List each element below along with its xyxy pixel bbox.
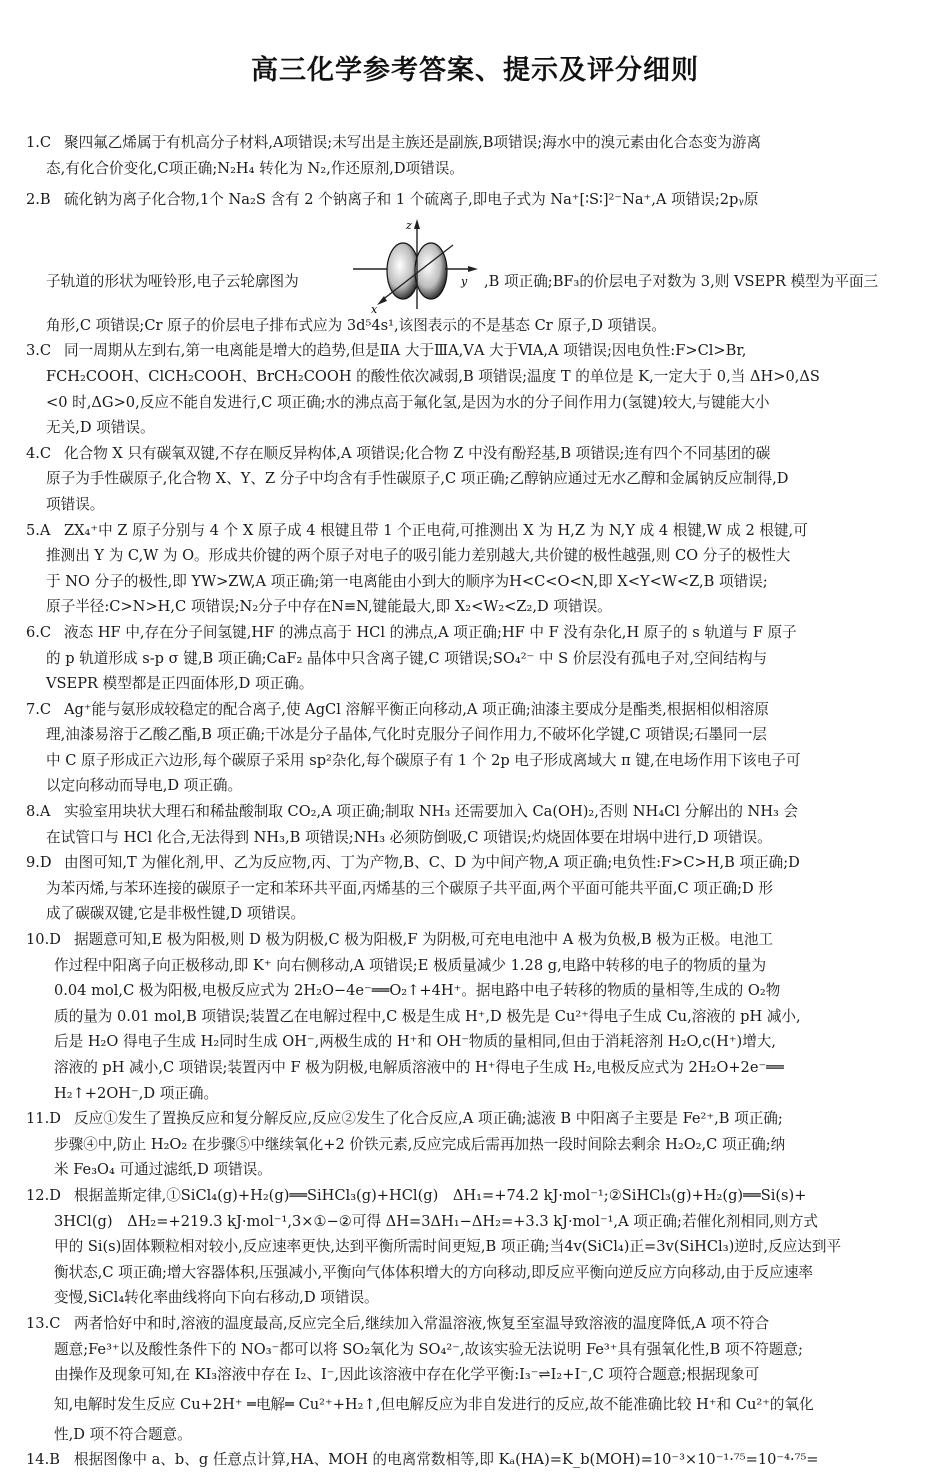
answer-text: 角形,C 项错误;Cr 原子的价层电子排布式应为 3d⁵4s¹,该图表示的不是基态 Cr 原子,D 项错误。 [46,316,666,334]
answer-text: 据题意可知,E 极为阳极,则 D 极为阴极,C 极为阳极,F 为阴极,可充电电池中 A 极为负极,B 极为正极。电池工 [74,931,774,949]
answer-text: 原子半径:C>N>H,C 项错误;N₂分子中存在N≡N,键能最大,即 X₂<W₂<Z₂,D 项错误。 [46,598,612,616]
page-title: 高三化学参考答案、提示及评分细则 [251,55,699,86]
answer-number: 1.C [26,134,52,151]
svg-text:z: z [406,218,412,232]
answer-text: FCH₂COOH、ClCH₂COOH、BrCH₂COOH 的酸性依次减弱,B 项错误;温度 T 的单位是 K,一定大于 0,当 ΔH>0,ΔS [46,367,820,385]
answer-item-3 [26,338,926,440]
answer-text: 理,油漆易溶于乙酸乙酯,B 项正确;干冰是分子晶体,气化时克服分子间作用力,不破坏化学键,C 项错误;石墨同一层 [46,726,767,744]
answer-text: 态,有化合价变化,C项正确;N₂H₄ 转化为 N₂,作还原剂,D项错误。 [46,159,464,177]
answer-number: 11.D [26,1110,61,1128]
answer-text: 两者恰好中和时,溶液的温度最高,反应完全后,继续加入常温溶液,恢复至室温导致溶液的温度降低,A 项不符合 [74,1314,770,1332]
answer-item-14 [26,1447,926,1473]
answer-text: 变慢,SiCl₄转化率曲线将向下向右移动,D 项错误。 [54,1289,379,1307]
answer-text: 质的量为 0.01 mol,B 项错误;装置乙在电解过程中,C 极是生成 H⁺,D 极先是 Cu²⁺得电子生成 Cu,溶液的 pH 减小, [54,1007,801,1025]
answer-item-5 [26,518,926,620]
answer-item-6 [26,620,926,697]
answer-text: 于 NO 分子的极性,即 YW>ZW,A 项正确;第一电离能由小到大的顺序为H<C<O<N,即 X<Y<W<Z,B 项错误; [46,572,768,590]
answer-text: 甲的 Si(s)固体颗粒相对较小,反应速率更快,达到平衡所需时间更短,B 项正确;当4v(SiCl₄)正=3v(SiHCl₃)逆时,反应达到平 [54,1238,842,1256]
answer-text: 实验室用块状大理石和稀盐酸制取 CO₂,A 项正确;制取 NH₃ 还需要加入 Ca(OH)₂,否则 NH₄Cl 分解出的 NH₃ 会 [64,803,799,821]
answer-text: 成了碳碳双键,它是非极性键,D 项错误。 [46,905,306,923]
answer-item-1 [26,130,926,181]
answer-number: 4.C [26,444,52,462]
answer-text: Ag⁺能与氨形成较稳定的配合离子,使 AgCl 溶解平衡正向移动,A 项正确;油漆主要成分是酯类,根据相似相溶原 [64,700,769,718]
answer-number: 6.C [26,623,52,641]
answer-number: 2.B [26,191,51,209]
answer-text: 后是 H₂O 得电子生成 H₂同时生成 OH⁻,两极生成的 H⁺和 OH⁻物质的量相同,但由于消耗溶剂 H₂O,c(H⁺)增大, [54,1033,777,1051]
answer-text: 性,D 项不符合题意。 [54,1425,192,1443]
answer-text: 原子为手性碳原子,化合物 X、Y、Z 分子中均含有手性碳原子,C 项正确;乙醇钠应通过无水乙醇和金属钠反应制得,D [46,470,789,488]
answer-text: 知,电解时发生反应 Cu+2H⁺ ═电解═ Cu²⁺+H₂↑,但电解反应为非自发进行的反应,故不能准确比较 H⁺和 Cu²⁺的氧化 [54,1395,814,1413]
answer-text: 聚四氟乙烯属于有机高分子材料,A项错误;未写出是主族还是副族,B项错误;海水中的溴元素由化合态变为游离 [64,134,762,151]
answer-item-12 [26,1183,926,1311]
answer-text: 衡状态,C 项正确;增大容器体积,压强减小,平衡向气体体积增大的方向移动,即反应平衡向逆反应方向移动,由于反应速率 [54,1263,814,1281]
answer-number: 14.B [26,1451,60,1469]
answer-number: 13.C [26,1314,61,1332]
answer-text: 在试管口与 HCl 化合,无法得到 NH₃,B 项错误;NH₃ 必须防倒吸,C 项错误;灼烧固体要在坩埚中进行,D 项错误。 [46,828,772,846]
answer-text: 硫化钠为离子化合物,1个 Na₂S 含有 2 个钠离子和 1 个硫离子,即电子式为 Na⁺[∶S∶]²⁻Na⁺,A 项错误;2pᵧ原 [64,191,759,209]
svg-text:y: y [461,274,468,288]
answer-item-13 [26,1311,926,1447]
answer-text: 反应①发生了置换反应和复分解反应,反应②发生了化合反应,A 项正确;滤液 B 中阳离子主要是 Fe²⁺,B 项正确; [74,1110,783,1128]
answer-item-4 [26,441,926,518]
answer-text: 溶液的 pH 减小,C 项错误;装置丙中 F 极为阴极,电解质溶液中的 H⁺得电子生成 H₂,电极反应式为 2H₂O+2e⁻══ [54,1059,784,1076]
answer-number: 7.C [26,700,52,718]
answer-text: 由操作及现象可知,在 KI₃溶液中存在 I₂、I⁻,因此该溶液中存在化学平衡:I₃⁻⇌I₂+I⁻,C 项符合题意;根据现象可 [54,1366,760,1384]
orbital-figure-row [26,213,926,313]
answer-item-2 [26,187,926,338]
answer-number: 3.C [26,342,52,360]
answer-text: 根据图像中 a、b、g 任意点计算,HA、MOH 的电离常数相等,即 Kₐ(HA)=K_b(MOH)=10⁻³×10⁻¹·⁷⁵=10⁻⁴·⁷⁵= [74,1451,819,1469]
answer-text: 无关,D 项错误。 [46,419,155,437]
answer-number: 10.D [26,931,61,949]
answer-number: 8.A [26,803,51,821]
answer-text: 化合物 X 只有碳氧双键,不存在顺反异构体,A 项错误;化合物 Z 中没有酚羟基,B 项错误;连有四个不同基团的碳 [64,444,771,462]
answer-text: 米 Fe₃O₄ 可通过滤纸,D 项错误。 [54,1161,272,1179]
answer-list [26,130,926,1473]
answer-text: 项错误。 [46,495,105,513]
answer-text: 推测出 Y 为 C,W 为 O。形成共价键的两个原子对电子的吸引能力差别越大,共价键的极性越强,则 CO 分子的极性大 [46,547,791,565]
answer-number: 12.D [26,1186,61,1204]
answer-item-9 [26,850,926,927]
answer-text: 题意;Fe³⁺以及酸性条件下的 NO₃⁻都可以将 SO₂氧化为 SO₄²⁻,故该实验无法说明 Fe³⁺具有强氧化性,B 项不符题意; [54,1340,803,1358]
answer-text: 以定向移动而导电,D 项正确。 [46,777,243,795]
svg-text:x: x [371,302,378,313]
answer-item-8 [26,799,926,850]
answer-item-10 [26,927,926,1106]
answer-text: 中 C 原子形成正六边形,每个碳原子采用 sp²杂化,每个碳原子有 1 个 2p 电子形成离域大 π 键,在电场作用下该电子可 [46,751,801,769]
answer-text: ZX₄⁺中 Z 原子分别与 4 个 X 原子成 4 根键且带 1 个正电荷,可推测出 X 为 H,Z 为 N,Y 成 4 根键,W 成 2 根键,可 [64,521,808,539]
answer-text: 根据盖斯定律,①SiCl₄(g)+H₂(g)══SiHCl₃(g)+HCl(g) ΔH₁=+74.2 kJ·mol⁻¹;②SiHCl₃(g)+H₂(g)══Si(s)+ [74,1186,807,1204]
answer-text: 3HCl(g) ΔH₂=+219.3 kJ·mol⁻¹,3×①−②可得 ΔH=3ΔH₁−ΔH₂=+3.3 kJ·mol⁻¹,A 项正确;若催化剂相同,则方式 [54,1212,818,1230]
answer-text: 的 p 轨道形成 s-p σ 键,B 项正确;CaF₂ 晶体中只含离子键,C 项错误;SO₄²⁻ 中 S 价层没有孤电子对,空间结构与 [46,649,768,667]
p-orbital-diagram-icon [351,213,481,313]
answer-text: 0.04 mol,C 极为阳极,电极反应式为 2H₂O−4e⁻══O₂↑+4H⁺。据电路中电子转移的物质的量相等,生成的 O₂物 [54,982,781,1000]
answer-number: 9.D [26,854,52,872]
answer-text: <0 时,ΔG>0,反应不能自发进行,C 项正确;水的沸点高于氟化氢,是因为水的分子间作用力(氢键)较大,与键能大小 [46,393,770,411]
answer-text: 作过程中阳离子向正极移动,即 K⁺ 向右侧移动,A 项错误;E 极质量减少 1.28 g,电路中转移的电子的物质的量为 [54,956,767,974]
answer-item-7 [26,697,926,799]
answer-text: 同一周期从左到右,第一电离能是增大的趋势,但是ⅡA 大于ⅢA,ⅤA 大于ⅥA,A 项错误;因电负性:F>Cl>Br, [64,342,747,360]
answer-text: 由图可知,T 为催化剂,甲、乙为反应物,丙、丁为产物,B、C、D 为中间产物,A 项正确;电负性:F>C>H,B 项正确;D [64,854,800,872]
answer-text: ,B 项正确;BF₃的价层电子对数为 3,则 VSEPR 模型为平面三 [484,272,879,290]
answer-item-11 [26,1106,926,1183]
answer-text: VSEPR 模型都是正四面体形,D 项正确。 [46,675,314,693]
answer-text: 步骤④中,防止 H₂O₂ 在步骤⑤中继续氧化+2 价铁元素,反应完成后需再加热一段时间除去剩余 H₂O₂,C 项正确;纳 [54,1135,786,1153]
answer-text: 液态 HF 中,存在分子间氢键,HF 的沸点高于 HCl 的沸点,A 项正确;HF 中 F 没有杂化,H 原子的 s 轨道与 F 原子 [64,623,797,641]
answer-text: 子轨道的形状为哑铃形,电子云轮廓图为 [46,272,299,290]
answer-number: 5.A [26,521,51,539]
answer-text: 为苯丙烯,与苯环连接的碳原子一定和苯环共平面,丙烯基的三个碳原子共平面,两个平面可能共平面,C 项正确;D 形 [46,879,773,897]
answer-text: H₂↑+2OH⁻,D 项正确。 [54,1084,219,1102]
